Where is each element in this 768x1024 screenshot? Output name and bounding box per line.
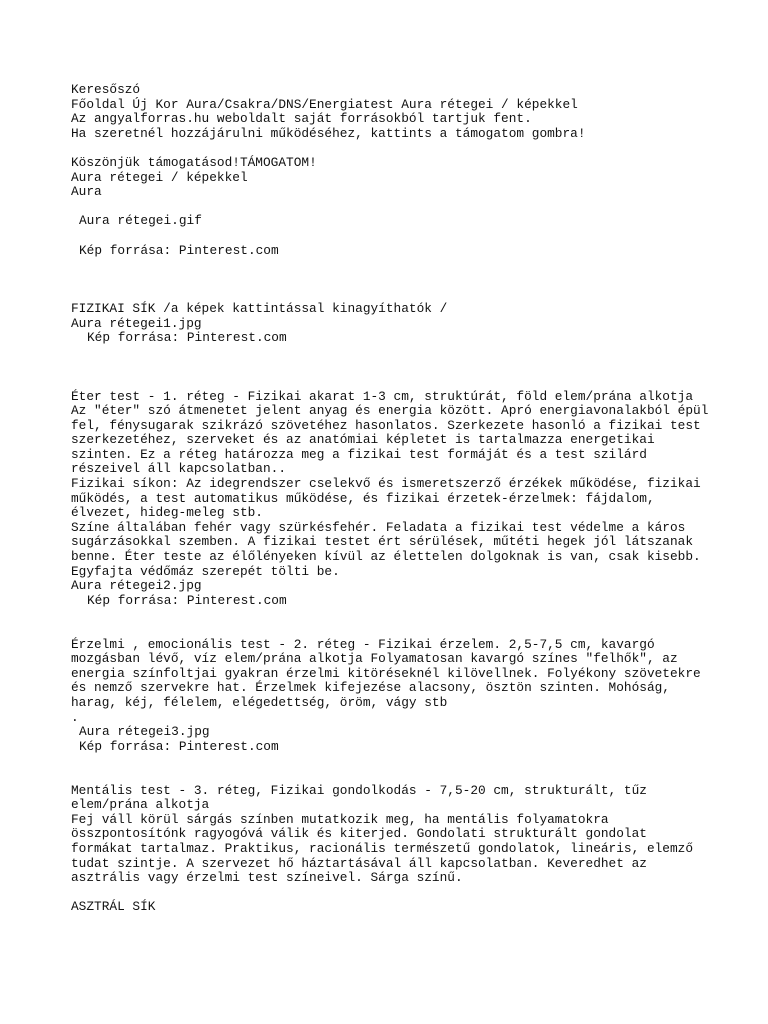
ether-line: benne. Éter teste az élőlényeken kívül az élettelen dolgoknak is van, csak kisebb. [71,549,701,565]
mental-line: formákat tartalmaz. Praktikus, racionális természetű gondolatok, lineáris, elemző [71,840,694,856]
spacer [71,229,711,244]
ether-line: Az "éter" szó átmenetet jelent anyag és energia között. Apró energiavonalakból épül [71,403,709,419]
search-label[interactable]: Keresőszó [71,82,141,97]
spacer [71,608,711,637]
ether-line: működés, a test automatikus működése, és fizikai érzetek-érzelmek: fájdalom, [71,490,655,506]
breadcrumb[interactable]: Főoldal Új Kor Aura/Csakra/DNS/Energiatest Aura rétegei / képekkel [71,96,578,112]
ether-line: Fizikai síkon: Az idegrendszer cselekvő és ismeretszerző érzékek működése, fizikai [71,476,701,492]
mental-section [71,784,711,886]
mental-line: elem/prána alkotja [71,797,210,813]
emotional-line: Érzelmi , emocionális test - 2. réteg - Fizikai érzelem. 2,5-7,5 cm, kavargó [71,636,655,652]
ether-line: Éter test - 1. réteg - Fizikai akarat 1-3 cm, struktúrát, föld elem/prána alkotja [71,388,694,404]
spacer [71,258,711,302]
page-title: Aura rétegei / képekkel [71,169,248,185]
ether-section [71,390,711,580]
support-button[interactable]: TÁMOGATOM! [239,154,317,170]
mental-line: összpontosítónk ragyogóvá válik és kiterjed. Gondolati strukturált gondolat [71,826,647,842]
ether-line: sugárzásokkal szemben. A fizikai testet ért sérülések, műtéti hegek jól látszanak [71,534,694,550]
ether-line: szinten. Ez a réteg határozza meg a fizikai test formáját és a test szilárd [71,446,647,462]
main-image-source: Kép forrása: Pinterest.com [79,242,279,258]
image2-name[interactable]: Aura rétegei2.jpg [71,578,202,594]
ether-line: Egyfajta védőmáz szerepét tölti be. [71,563,340,579]
notice-line-1: Az angyalforras.hu weboldalt saját forrásokból tartjuk fent. [71,111,532,127]
image1-source: Kép forrása: Pinterest.com [87,330,287,346]
image3-name[interactable]: Aura rétegei3.jpg [79,724,210,740]
emotional-line: energia színfoltjai gyakran érzelmi kitöréseknél kilövellnek. Folyékony szövetekre [71,665,701,681]
mental-line: asztrális vagy érzelmi test színeivel. Sárga színű. [71,870,463,886]
image1-name[interactable]: Aura rétegei1.jpg [71,315,202,331]
image3-source: Kép forrása: Pinterest.com [79,738,279,754]
emotional-line: . [71,709,79,725]
spacer [71,754,711,783]
mental-line: tudat szintje. A szervezet hő háztartásával áll kapcsolatban. Keveredhet az [71,855,647,871]
document-page [71,83,711,915]
emotional-line: mozgásban lévő, víz elem/prána alkotja Folyamatosan kavargó színes "felhők", az [71,651,678,667]
thanks-row [71,156,711,171]
mental-line: Mentális test - 3. réteg, Fizikai gondolkodás - 7,5-20 cm, strukturált, tűz [71,782,647,798]
main-image-name[interactable]: Aura rétegei.gif [79,213,202,229]
notice-line-2: Ha szeretnél hozzájárulni működéséhez, kattints a támogatom gombra! [71,125,586,141]
spacer [71,200,711,215]
ether-line: részeivel áll kapcsolatban.. [71,461,287,477]
emotional-line: és nemző szervekre hat. Érzelmek kifejezése alacsony, ösztön szinten. Mohóság, [71,680,670,696]
spacer [71,886,711,901]
ether-line: fel, fénysugarak szikrázó szövetéhez hasonlatos. Szerkezete hasonló a fizikai test [71,417,701,433]
emotional-line: harag, kéj, félelem, elégedettség, öröm, vágy stb [71,694,448,710]
physical-plane-heading: FIZIKAI SÍK /a képek kattintással kinagyíthatók / [71,300,448,316]
image2-source: Kép forrása: Pinterest.com [87,592,287,608]
emotional-section [71,638,711,726]
spacer [71,346,711,390]
ether-line: Színe általában fehér vagy szürkésfehér. Feladata a fizikai test védelme a káros [71,519,686,535]
category-label[interactable]: Aura [71,184,102,200]
ether-line: élvezet, hideg-meleg stb. [71,505,263,521]
spacer [71,141,711,156]
ether-line: szerkezetéhez, szerveket és az anatómiai képletet is tartalmazza energetikai [71,432,655,448]
astral-plane-heading: ASZTRÁL SÍK [71,899,156,915]
mental-line: Fej váll körül sárgás színben mutatkozik meg, ha mentális folyamatokra [71,811,609,827]
thanks-text: Köszönjük támogatásod! [71,154,240,170]
